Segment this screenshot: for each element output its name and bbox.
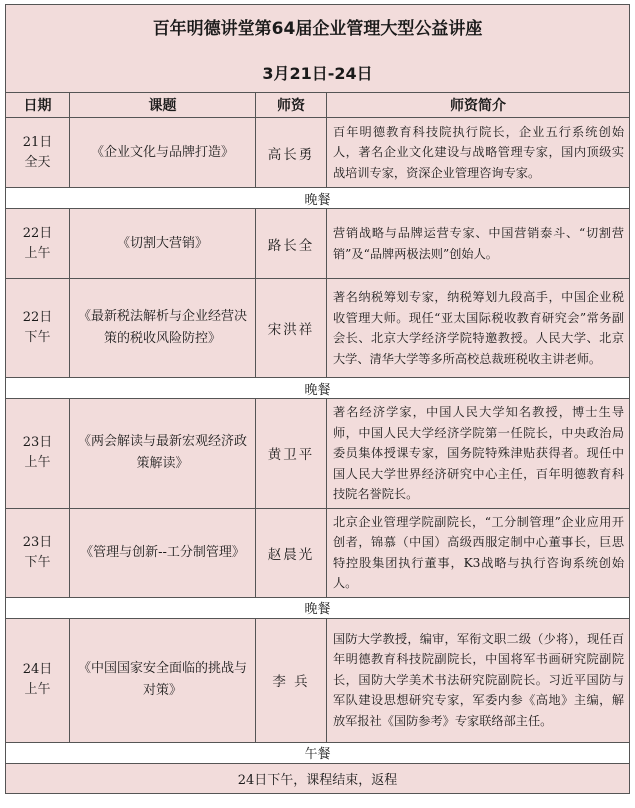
session-day: 23日	[22, 435, 53, 451]
lunch-label: 午餐	[6, 742, 630, 763]
intro-cell: 著名经济学家，中国人民大学知名教授，博士生导师，中国人民大学经济学院第一任院长，中央政治局委员集体授课专家，国务院特殊津贴获得者。现任中国人民大学世界经济研究中心主任，百年明德教育科技院名誉院长。	[327, 399, 630, 509]
closing-row	[6, 763, 630, 793]
teacher-cell: 黄卫平	[256, 399, 327, 509]
meal-row	[6, 742, 630, 763]
date-cell	[6, 279, 70, 378]
date-cell	[6, 618, 70, 742]
meal-row	[6, 597, 630, 618]
dinner-label: 晚餐	[6, 188, 630, 209]
topic-cell: 《切割大营销》	[70, 209, 256, 279]
header-row	[6, 93, 630, 118]
header-teacher: 师资	[256, 93, 327, 118]
teacher-cell: 路长全	[256, 209, 327, 279]
intro-cell: 营销战略与品牌运营专家、中国营销泰斗、“切割营销”及“品牌两极法则”创始人。	[327, 209, 630, 279]
table-row	[6, 209, 630, 279]
meal-row	[6, 188, 630, 209]
page-title: 百年明德讲堂第64届企业管理大型公益讲座	[152, 18, 483, 39]
intro-cell: 百年明德教育科技院执行院长，企业五行系统创始人，著名企业文化建设与战略管理专家，国内顶级实战培训专家，资深企业管理咨询专家。	[327, 118, 630, 188]
intro-cell: 著名纳税筹划专家，纳税筹划九段高手，中国企业税收管理大师。现任“亚太国际税收教育研究会”常务副会长、北京大学经济学院特邀教授。人民大学、北京大学、清华大学等多所高校总裁班税收主讲老师。	[327, 279, 630, 378]
table-row	[6, 618, 630, 742]
date-cell	[6, 508, 70, 597]
header-intro: 师资简介	[327, 93, 630, 118]
intro-cell: 北京企业管理学院副院长，“工分制管理”企业应用开创者，锦慕（中国）高级西服定制中心董事长，巨思特控股集团执行董事，K3战略与执行咨询系统创始人。	[327, 508, 630, 597]
teacher-cell: 赵晨光	[256, 508, 327, 597]
closing-note: 24日下午，课程结束，返程	[6, 763, 630, 793]
session-period: 全天	[24, 154, 51, 170]
date-cell	[6, 118, 70, 188]
session-day: 21日	[22, 134, 53, 150]
meal-row	[6, 378, 630, 399]
session-day: 22日	[22, 310, 53, 325]
topic-cell: 《企业文化与品牌打造》	[70, 118, 256, 188]
date-cell	[6, 209, 70, 279]
topic-cell: 《最新税法解析与企业经营决策的税收风险防控》	[70, 279, 256, 378]
session-period: 下午	[24, 554, 51, 570]
title-cell	[6, 5, 630, 93]
session-period: 上午	[24, 455, 51, 471]
table-row	[6, 118, 630, 188]
date-cell	[6, 399, 70, 509]
teacher-cell: 李 兵	[256, 618, 327, 742]
table-row	[6, 508, 630, 597]
header-date: 日期	[6, 93, 70, 118]
topic-cell: 《管理与创新--工分制管理》	[70, 508, 256, 597]
header-topic: 课题	[70, 93, 256, 118]
dinner-label: 晚餐	[6, 597, 630, 618]
topic-cell: 《中国国家安全面临的挑战与对策》	[70, 618, 256, 742]
session-day: 23日	[22, 534, 53, 550]
table-row	[6, 279, 630, 378]
table-row	[6, 399, 630, 509]
session-day: 22日	[22, 225, 53, 241]
session-period: 下午	[24, 330, 51, 345]
session-period: 上午	[24, 682, 51, 697]
topic-cell: 《两会解读与最新宏观经济政策解读》	[70, 399, 256, 509]
teacher-cell: 宋洪祥	[256, 279, 327, 378]
intro-cell: 国防大学教授，编审，军衔文职二级（少将），现任百年明德教育科技院副院长，中国将军书画研究院副院长，国防大学美术书法研究院副院长。习近平国防与军队建设思想研究专家，军委内参《高地》主编，解放军报社《国防参考》专家联络部主任。	[327, 618, 630, 742]
session-period: 上午	[24, 245, 51, 261]
teacher-cell: 高长勇	[256, 118, 327, 188]
session-day: 24日	[22, 662, 53, 677]
dinner-label: 晚餐	[6, 378, 630, 399]
schedule-table	[5, 4, 630, 794]
date-range: 3月21日-24日	[262, 63, 373, 83]
